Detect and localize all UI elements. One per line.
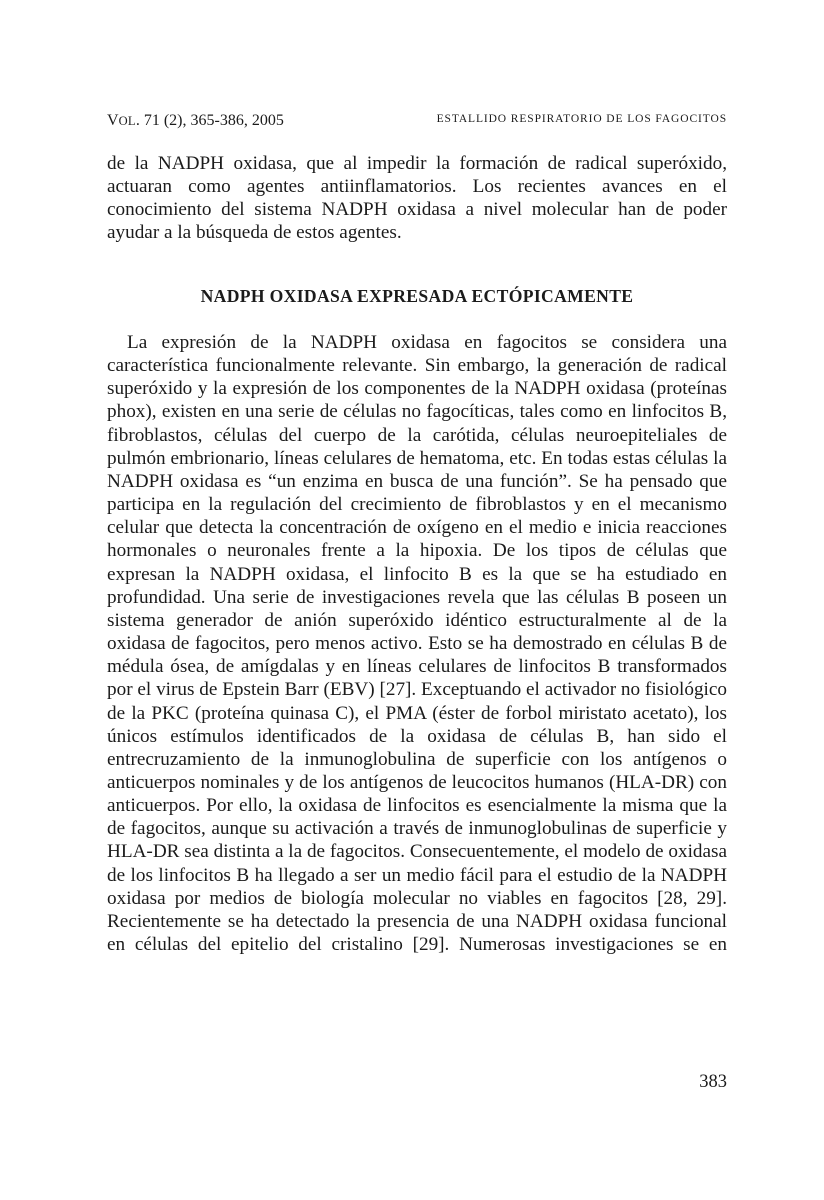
- journal-volume-smallcaps: OL: [118, 114, 136, 128]
- paragraph: La expresión de la NADPH oxidasa en fagocitos se considera una característica funcionalmente relevante. Sin embargo, la generación de radical superóxido y la expresión de los componentes de la NADPH oxidasa (proteínas phox), existen en una serie de células no fagocíticas, tales como en linfocitos B, fibroblastos, células del cuerpo de la carótida, células neuroepiteliales de pulmón embrionario, líneas celulares de hematoma, etc. En todas estas células la NADPH oxidasa es “un enzima en busca de una función”. Se ha pensado que participa en la regulación del crecimiento de fibroblastos y en el mecanismo celular que detecta la concentración de oxígeno en el medio e inicia reacciones hormonales o neuronales frente a la hipoxia. De los tipos de células que expresan la NADPH oxidasa, el linfocito B es la que se ha estudiado en profundidad. Una serie de investigaciones revela que las células B poseen un sistema generador de anión superóxido idéntico estructuralmente al de la oxidasa de fagocitos, pero menos activo. Esto se ha demostrado en células B de médula ósea, de amígdalas y en líneas celulares de linfocitos B transformados por el virus de Epstein Barr (EBV) [27]. Exceptuando el activador no fisiológico de la PKC (proteína quinasa C), el PMA (éster de forbol miristato acetato), los únicos estímulos identificados de la oxidasa de células B, han sido el entrecruzamiento de la inmunoglobulina de superficie con los antígenos o anticuerpos nominales y de los antígenos de leucocitos humanos (HLA-DR) con anticuerpos. Por ello, la oxidasa de linfocitos es esencialmente la misma que la de fagocitos, aunque su activación a través de inmunoglobulinas de superficie y HLA-DR sea distinta a la de fagocitos. Consecuentemente, el modelo de oxidasa de los linfocitos B ha llegado a ser un medio fácil para el estudio de la NADPH oxidasa por medios de biología molecular no viables en fagocitos [28, 29]. Recientemente se ha detectado la presencia de una NADPH oxidasa funcional en células del epitelio del cristalino [29]. Numerosas investigaciones se en: [107, 332, 727, 956]
- section-text-block: [107, 331, 727, 956]
- journal-volume-initial: V: [107, 112, 119, 129]
- paragraph: de la NADPH oxidasa, que al impedir la formación de radical superóxido, actuaran como agentes antiinflamatorios. Los recientes avances en el conocimiento del sistema NADPH oxidasa a nivel molecular han de poder ayudar a la búsqueda de estos agentes.: [107, 153, 727, 244]
- running-header: [107, 112, 727, 134]
- page-number: 383: [699, 1072, 727, 1092]
- journal-volume-reference: [107, 112, 284, 130]
- running-title: ESTALLIDO RESPIRATORIO DE LOS FAGOCITOS: [436, 113, 727, 125]
- journal-volume-details: . 71 (2), 365-386, 2005: [135, 112, 284, 129]
- section-heading: NADPH OXIDASA EXPRESADA ECTÓPICAMENTE: [200, 286, 634, 306]
- intro-text-block: [107, 152, 727, 245]
